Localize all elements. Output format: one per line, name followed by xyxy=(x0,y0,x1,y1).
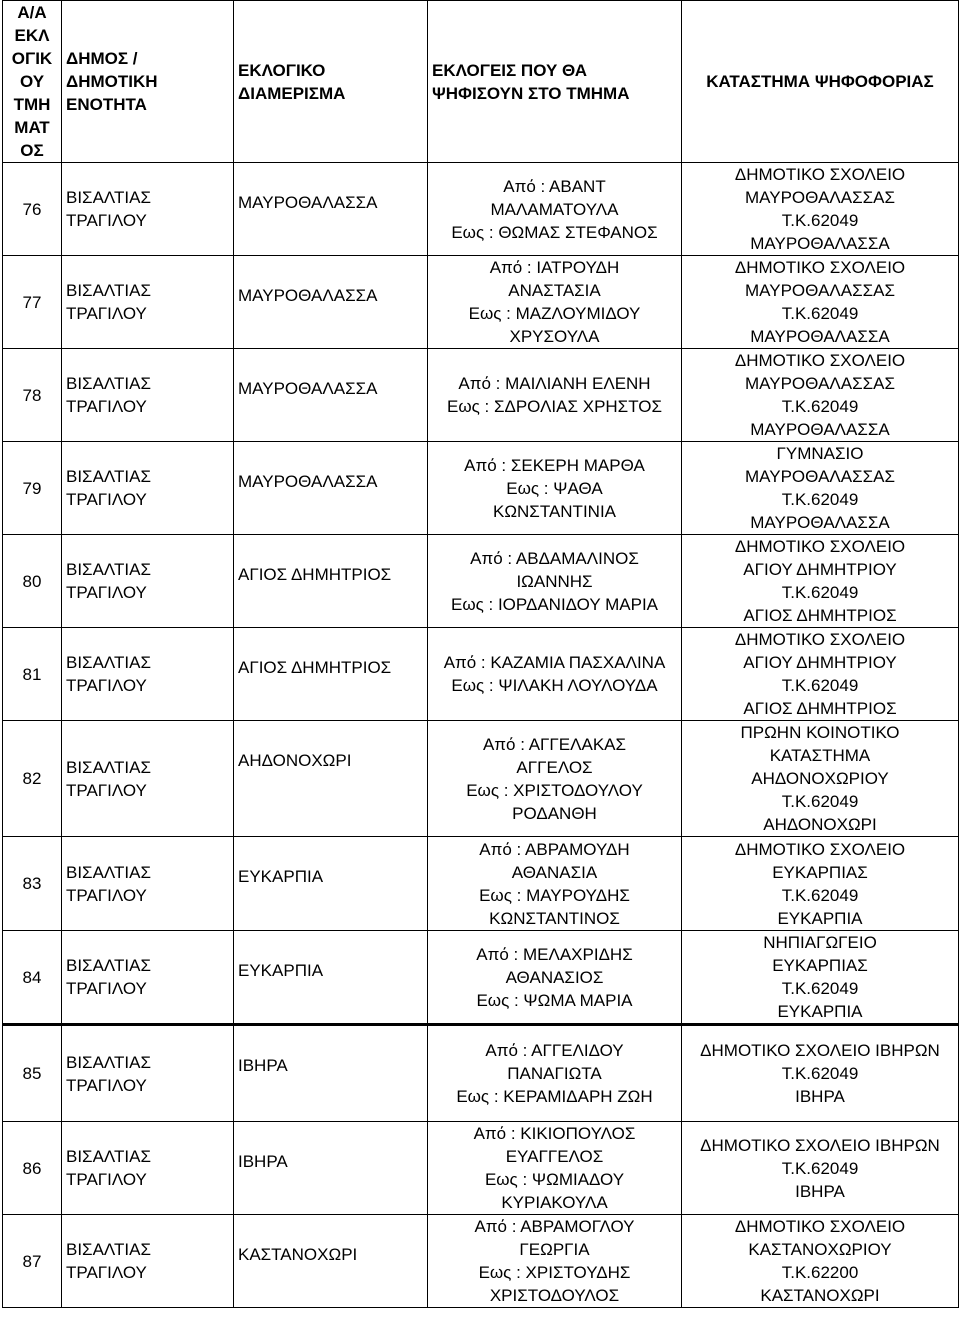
cell-line: Τ.Κ.62049 xyxy=(781,676,859,695)
cell-line: Εως : ΨΑΘΑ xyxy=(506,478,603,498)
cell-line: ΙΩΑΝΝΗΣ xyxy=(516,571,593,591)
voters-range xyxy=(428,1025,682,1122)
cell-line: ΒΙΣΑΛΤΙΑΣ xyxy=(66,467,151,486)
cell-line: Τ.Κ.62049 xyxy=(781,792,859,811)
header-line: ΨΗΦΙΣΟΥΝ ΣΤΟ ΤΜΗΜΑ xyxy=(432,83,630,103)
cell-line: ΙΒΗΡΑ xyxy=(795,1181,845,1201)
municipality xyxy=(62,837,234,931)
cell-line: ΔΗΜΟΤΙΚΟ ΣΧΟΛΕΙΟ ΙΒΗΡΩΝ xyxy=(700,1135,940,1155)
voters-range xyxy=(428,931,682,1025)
cell-line: ΡΟΔΑΝΘΗ xyxy=(512,803,597,823)
header-line: ΔΗΜΟΣ / xyxy=(66,49,138,68)
cell-line: ΕΥΚΑΡΠΙΑ xyxy=(777,908,863,928)
voters-range xyxy=(428,349,682,442)
cell-line: Από : ΑΒΡΑΜΟΓΛΟΥ xyxy=(474,1217,635,1236)
header-line: ΟΥ xyxy=(19,72,45,91)
cell-line: Τ.Κ.62049 xyxy=(781,211,859,230)
electoral-district: ΙΒΗΡΑ xyxy=(234,1122,428,1215)
electoral-district: ΜΑΥΡΟΘΑΛΑΣΣΑ xyxy=(234,256,428,349)
header-polling-location xyxy=(682,1,959,163)
cell-line: ΤΡΑΓΙΛΟΥ xyxy=(66,780,147,800)
cell-line: ΔΗΜΟΤΙΚΟ ΣΧΟΛΕΙΟ xyxy=(734,258,906,277)
cell-line: Τ.Κ.62049 xyxy=(781,397,859,416)
header-line: Α/Α xyxy=(17,3,47,22)
cell-line: Εως : ΣΔΡΟΛΙΑΣ ΧΡΗΣΤΟΣ xyxy=(446,397,662,416)
voters-range xyxy=(428,163,682,256)
cell-line: ΧΡΥΣΟΥΛΑ xyxy=(509,327,600,346)
cell-line: ΔΗΜΟΤΙΚΟ ΣΧΟΛΕΙΟ ΙΒΗΡΩΝ xyxy=(700,1041,940,1060)
cell-line: ΜΑΥΡΟΘΑΛΑΣΣΑ xyxy=(750,327,890,346)
municipality xyxy=(62,931,234,1025)
cell-line: Εως : ΚΕΡΑΜΙΔΑΡΗ ΖΩΗ xyxy=(456,1087,653,1106)
polling-location xyxy=(682,1122,959,1215)
municipality xyxy=(62,256,234,349)
cell-line: ΑΘΑΝΑΣΙΟΣ xyxy=(505,967,604,987)
cell-line: ΑΓΙΟΥ ΔΗΜΗΤΡΙΟΥ xyxy=(743,653,897,672)
electoral-district: ΚΑΣΤΑΝΟΧΩΡΙ xyxy=(234,1215,428,1308)
header-line: ΕΚΛ xyxy=(14,26,50,45)
municipality xyxy=(62,535,234,628)
table-row xyxy=(3,931,959,1025)
voters-range xyxy=(428,535,682,628)
cell-line: ΤΡΑΓΙΛΟΥ xyxy=(66,1075,147,1095)
cell-line: ΒΙΣΑΛΤΙΑΣ xyxy=(66,281,151,300)
municipality xyxy=(62,163,234,256)
voters-range xyxy=(428,721,682,837)
electoral-district: ΑΓΙΟΣ ΔΗΜΗΤΡΙΟΣ xyxy=(234,628,428,721)
cell-line: ΜΑΥΡΟΘΑΛΑΣΣΑ xyxy=(750,234,890,253)
cell-line: ΠΡΩΗΝ ΚΟΙΝΟΤΙΚΟ xyxy=(740,723,900,742)
cell-line: Από : ΑΓΓΕΛΑΚΑΣ xyxy=(482,734,627,754)
municipality xyxy=(62,1122,234,1215)
header-row xyxy=(3,1,959,163)
polling-location xyxy=(682,535,959,628)
cell-line: ΜΑΥΡΟΘΑΛΑΣΣΑΣ xyxy=(745,281,895,300)
cell-line: ΑΓΙΟΥ ΔΗΜΗΤΡΙΟΥ xyxy=(743,560,897,579)
polling-location xyxy=(682,442,959,535)
cell-line: Εως : ΙΟΡΔΑΝΙΔΟΥ ΜΑΡΙΑ xyxy=(450,594,659,614)
cell-line: Από : ΚΑΖΑΜΙΑ ΠΑΣΧΑΛΙΝΑ xyxy=(443,653,666,672)
cell-line: ΒΙΣΑΛΤΙΑΣ xyxy=(66,1240,151,1259)
polling-location xyxy=(682,931,959,1025)
header-district xyxy=(234,1,428,163)
municipality xyxy=(62,442,234,535)
cell-line: ΒΙΣΑΛΤΙΑΣ xyxy=(66,862,151,882)
cell-line: ΝΗΠΙΑΓΩΓΕΙΟ xyxy=(763,933,877,952)
cell-line: ΤΡΑΓΙΛΟΥ xyxy=(66,979,147,998)
cell-line: ΜΑΥΡΟΘΑΛΑΣΣΑΣ xyxy=(745,188,895,207)
cell-line: ΒΙΣΑΛΤΙΑΣ xyxy=(66,956,151,975)
cell-line: ΑΘΑΝΑΣΙΑ xyxy=(511,862,598,882)
polling-location xyxy=(682,256,959,349)
cell-line: Τ.Κ.62049 xyxy=(781,885,859,905)
table-row xyxy=(3,349,959,442)
section-number: 79 xyxy=(3,442,62,535)
table-row xyxy=(3,837,959,931)
cell-line: ΤΡΑΓΙΛΟΥ xyxy=(66,1263,147,1282)
cell-line: Τ.Κ.62049 xyxy=(781,304,859,323)
cell-line: Από : ΑΒΡΑΜΟΥΔΗ xyxy=(479,839,630,859)
cell-line: ΚΩΝΣΤΑΝΤΙΝΟΣ xyxy=(489,908,620,928)
voters-range xyxy=(428,628,682,721)
electoral-district: ΕΥΚΑΡΠΙΑ xyxy=(234,931,428,1025)
cell-line: Από : ΣΕΚΕΡΗ ΜΑΡΘΑ xyxy=(464,455,645,475)
cell-line: ΔΗΜΟΤΙΚΟ ΣΧΟΛΕΙΟ xyxy=(734,630,906,649)
cell-line: Από : ΙΑΤΡΟΥΔΗ xyxy=(489,258,620,277)
header-line: ΜΑΤ xyxy=(14,118,50,137)
header-line: ΟΓΙΚ xyxy=(11,49,53,68)
cell-line: ΤΡΑΓΙΛΟΥ xyxy=(66,1170,147,1189)
cell-line: ΜΑΥΡΟΘΑΛΑΣΣΑ xyxy=(750,513,890,532)
cell-line: Εως : ΜΑΖΛΟΥΜΙΔΟΥ xyxy=(468,304,641,323)
cell-line: Εως : ΧΡΙΣΤΟΥΔΗΣ xyxy=(478,1263,631,1282)
voters-range xyxy=(428,256,682,349)
cell-line: ΒΙΣΑΛΤΙΑΣ xyxy=(66,188,151,207)
header-line: ΕΚΛΟΓΕΙΣ ΠΟΥ ΘΑ xyxy=(432,60,588,80)
cell-line: ΙΒΗΡΑ xyxy=(795,1087,845,1106)
cell-line: Τ.Κ.62200 xyxy=(781,1263,859,1282)
municipality xyxy=(62,628,234,721)
table-row xyxy=(3,163,959,256)
cell-line: ΤΡΑΓΙΛΟΥ xyxy=(66,211,147,230)
cell-line: ΒΙΣΑΛΤΙΑΣ xyxy=(66,374,151,393)
header-line: ΟΣ xyxy=(20,141,44,160)
voters-range xyxy=(428,1122,682,1215)
cell-line: ΓΕΩΡΓΙΑ xyxy=(519,1240,590,1259)
cell-line: ΚΥΡΙΑΚΟΥΛΑ xyxy=(501,1193,608,1212)
cell-line: ΒΙΣΑΛΤΙΑΣ xyxy=(66,1147,151,1166)
cell-line: ΕΥΚΑΡΠΙΑΣ xyxy=(772,862,868,882)
cell-line: Εως : ΘΩΜΑΣ ΣΤΕΦΑΝΟΣ xyxy=(451,222,658,242)
cell-line: ΕΥΑΓΓΕΛΟΣ xyxy=(505,1147,604,1166)
cell-line: ΑΓΙΟΣ ΔΗΜΗΤΡΙΟΣ xyxy=(743,606,897,625)
cell-line: ΑΗΔΟΝΟΧΩΡΙ xyxy=(763,815,877,834)
cell-line: ΚΩΝΣΤΑΝΤΙΝΙΑ xyxy=(492,501,617,521)
voters-range xyxy=(428,442,682,535)
cell-line: Από : ΜΑΙΛΙΑΝΗ ΕΛΕΝΗ xyxy=(458,374,651,393)
table-row xyxy=(3,721,959,837)
section-number: 86 xyxy=(3,1122,62,1215)
section-number: 83 xyxy=(3,837,62,931)
electoral-district: ΜΑΥΡΟΘΑΛΑΣΣΑ xyxy=(234,163,428,256)
cell-line: ΑΓΓΕΛΟΣ xyxy=(516,757,593,777)
header-line: ΕΚΛΟΓΙΚΟ xyxy=(238,60,326,80)
cell-line: ΒΙΣΑΛΤΙΑΣ xyxy=(66,560,151,579)
cell-line: Από : ΑΒΑΝΤ xyxy=(503,176,606,196)
header-section-number xyxy=(3,1,62,163)
cell-line: ΤΡΑΓΙΛΟΥ xyxy=(66,676,147,695)
polling-location xyxy=(682,349,959,442)
cell-line: Από : ΑΓΓΕΛΙΔΟΥ xyxy=(485,1041,624,1060)
electoral-district: ΕΥΚΑΡΠΙΑ xyxy=(234,837,428,931)
cell-line: Από : ΚΙΚΙΟΠΟΥΛΟΣ xyxy=(473,1124,636,1143)
header-line: ΔΙΑΜΕΡΙΣΜΑ xyxy=(238,83,346,103)
electoral-district: ΙΒΗΡΑ xyxy=(234,1025,428,1122)
header-voters xyxy=(428,1,682,163)
polling-stations-table xyxy=(2,0,959,1308)
header-line: ΤΜΗ xyxy=(13,95,51,114)
section-number: 84 xyxy=(3,931,62,1025)
polling-location xyxy=(682,721,959,837)
municipality xyxy=(62,721,234,837)
cell-line: ΒΙΣΑΛΤΙΑΣ xyxy=(66,653,151,672)
cell-line: ΑΓΙΟΣ ΔΗΜΗΤΡΙΟΣ xyxy=(743,699,897,718)
municipality xyxy=(62,1025,234,1122)
cell-line: ΑΝΑΣΤΑΣΙΑ xyxy=(508,281,601,300)
polling-location xyxy=(682,837,959,931)
electoral-district: ΑΓΙΟΣ ΔΗΜΗΤΡΙΟΣ xyxy=(234,535,428,628)
section-number: 81 xyxy=(3,628,62,721)
table-row xyxy=(3,442,959,535)
cell-line: Εως : ΨΩΜΑ ΜΑΡΙΑ xyxy=(476,990,633,1010)
cell-line: ΚΑΤΑΣΤΗΜΑ xyxy=(769,746,871,765)
cell-line: ΤΡΑΓΙΛΟΥ xyxy=(66,583,147,602)
table-row xyxy=(3,256,959,349)
cell-line: Τ.Κ.62049 xyxy=(781,583,859,602)
polling-location xyxy=(682,163,959,256)
cell-line: ΜΑΥΡΟΘΑΛΑΣΣΑΣ xyxy=(745,467,895,486)
cell-line: ΒΙΣΑΛΤΙΑΣ xyxy=(66,1052,151,1072)
cell-line: ΑΗΔΟΝΟΧΩΡΙΟΥ xyxy=(751,769,889,788)
cell-line: Εως : ΨΙΛΑΚΗ ΛΟΥΛΟΥΔΑ xyxy=(451,676,658,695)
cell-line: ΔΗΜΟΤΙΚΟ ΣΧΟΛΕΙΟ xyxy=(734,351,906,370)
cell-line: ΤΡΑΓΙΛΟΥ xyxy=(66,304,147,323)
cell-line: ΤΡΑΓΙΛΟΥ xyxy=(66,885,147,905)
electoral-district: ΜΑΥΡΟΘΑΛΑΣΣΑ xyxy=(234,442,428,535)
cell-line: ΜΑΥΡΟΘΑΛΑΣΣΑΣ xyxy=(745,374,895,393)
municipality xyxy=(62,349,234,442)
table-body xyxy=(3,163,959,1308)
cell-line: Τ.Κ.62049 xyxy=(781,490,859,509)
voters-range xyxy=(428,837,682,931)
cell-line: ΧΡΙΣΤΟΔΟΥΛΟΣ xyxy=(489,1286,620,1305)
section-number: 80 xyxy=(3,535,62,628)
cell-line: ΕΥΚΑΡΠΙΑΣ xyxy=(772,956,868,975)
header-line: ΕΝΟΤΗΤΑ xyxy=(66,95,147,114)
cell-line: ΔΗΜΟΤΙΚΟ ΣΧΟΛΕΙΟ xyxy=(734,537,906,556)
cell-line: ΜΑΥΡΟΘΑΛΑΣΣΑ xyxy=(750,420,890,439)
header-municipality xyxy=(62,1,234,163)
table-row xyxy=(3,1122,959,1215)
polling-location xyxy=(682,1025,959,1122)
cell-line: Από : ΜΕΛΑΧΡΙΔΗΣ xyxy=(476,944,633,964)
electoral-district: ΑΗΔΟΝΟΧΩΡΙ xyxy=(234,721,428,837)
cell-line: Τ.Κ.62049 xyxy=(781,979,859,998)
cell-line: ΓΥΜΝΑΣΙΟ xyxy=(776,444,864,463)
cell-line: ΤΡΑΓΙΛΟΥ xyxy=(66,490,147,509)
section-number: 85 xyxy=(3,1025,62,1122)
cell-line: ΕΥΚΑΡΠΙΑ xyxy=(777,1002,863,1021)
cell-line: ΠΑΝΑΓΙΩΤΑ xyxy=(507,1064,602,1083)
section-number: 87 xyxy=(3,1215,62,1308)
cell-line: Εως : ΨΩΜΙΑΔΟΥ xyxy=(484,1170,625,1189)
section-number: 77 xyxy=(3,256,62,349)
cell-line: Από : ΑΒΔΑΜΑΛΙΝΟΣ xyxy=(470,548,639,568)
cell-line: ΒΙΣΑΛΤΙΑΣ xyxy=(66,757,151,777)
cell-line: Εως : ΜΑΥΡΟΥΔΗΣ xyxy=(479,885,630,905)
cell-line: ΔΗΜΟΤΙΚΟ ΣΧΟΛΕΙΟ xyxy=(734,165,906,184)
table-row xyxy=(3,1025,959,1122)
cell-line: Τ.Κ.62049 xyxy=(781,1158,859,1178)
cell-line: ΔΗΜΟΤΙΚΟ ΣΧΟΛΕΙΟ xyxy=(734,839,906,859)
header-line: ΔΗΜΟΤΙΚΗ xyxy=(66,72,158,91)
header-line: ΚΑΤΑΣΤΗΜΑ ΨΗΦΟΦΟΡΙΑΣ xyxy=(706,72,934,91)
section-number: 76 xyxy=(3,163,62,256)
cell-line: ΤΡΑΓΙΛΟΥ xyxy=(66,397,147,416)
table-row xyxy=(3,1215,959,1308)
cell-line: Τ.Κ.62049 xyxy=(781,1064,859,1083)
polling-location xyxy=(682,628,959,721)
voters-range xyxy=(428,1215,682,1308)
cell-line: Εως : ΧΡΙΣΤΟΔΟΥΛΟΥ xyxy=(466,780,643,800)
municipality xyxy=(62,1215,234,1308)
cell-line: ΚΑΣΤΑΝΟΧΩΡΙ xyxy=(760,1286,880,1305)
section-number: 78 xyxy=(3,349,62,442)
cell-line: ΔΗΜΟΤΙΚΟ ΣΧΟΛΕΙΟ xyxy=(734,1217,906,1236)
section-number: 82 xyxy=(3,721,62,837)
polling-location xyxy=(682,1215,959,1308)
table-row xyxy=(3,628,959,721)
cell-line: ΚΑΣΤΑΝΟΧΩΡΙΟΥ xyxy=(748,1240,892,1259)
cell-line: ΜΑΛΑΜΑΤΟΥΛΑ xyxy=(490,199,619,219)
electoral-district: ΜΑΥΡΟΘΑΛΑΣΣΑ xyxy=(234,349,428,442)
table-row xyxy=(3,535,959,628)
